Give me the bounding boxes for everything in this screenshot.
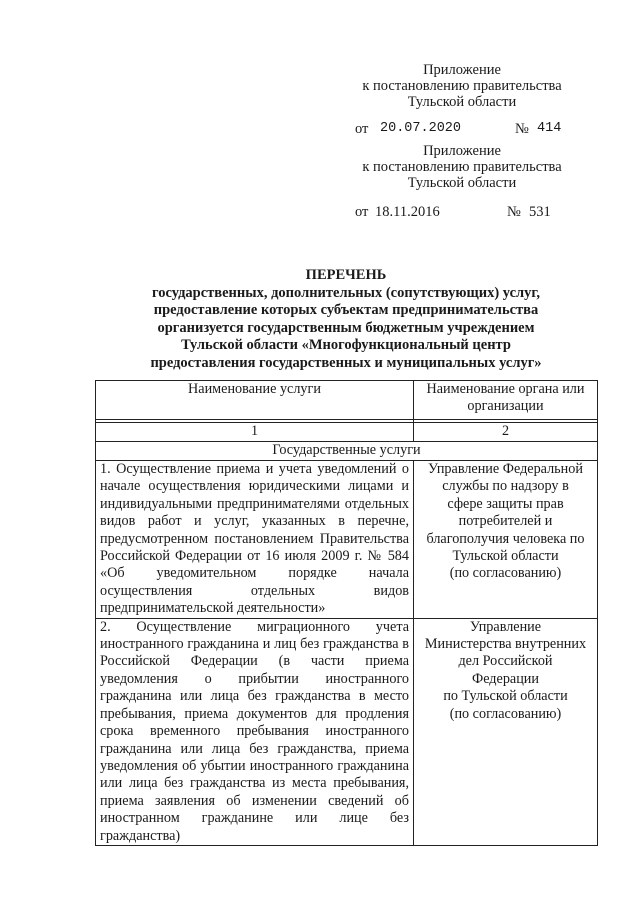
organization-cell — [414, 618, 598, 845]
organization-cell — [414, 461, 598, 619]
document-title — [96, 267, 596, 372]
organization-line: дел Российской — [458, 653, 553, 670]
appendix-line: к постановлению правительства — [362, 78, 562, 94]
appendix-line: Тульской области — [407, 94, 517, 110]
organization-line: потребителей и — [458, 513, 553, 530]
organization-line: Тульской области — [452, 548, 559, 565]
dateline-prefix: от — [355, 121, 369, 137]
resolution-date: 20.07.2020 — [380, 121, 462, 136]
resolution-number: 414 — [537, 121, 562, 136]
title-line: Тульской области «Многофункциональный центр — [181, 337, 511, 353]
appendix-line: к постановлению правительства — [362, 159, 562, 175]
service-cell: 1. Осуществление приема и учета уведомлений о начале осуществления юридическими лицами и индивидуальными предпринимателями отдельных видов работ и услуг, указанных в перечне, предусмотренном постановлением Правительства Российской Федерации от 16 июля 2009 г. № 584 «Об уведомительном порядке начала осуществления отдельных видов предпринимательской деятельности» — [96, 461, 414, 619]
organization-line: (по согласованию) — [449, 565, 562, 582]
organization-line: сфере защиты прав — [447, 495, 564, 512]
resolution-date: 18.11.2016 — [375, 204, 440, 220]
organization-line: Министерства внутренних — [424, 636, 587, 653]
section-title: Государственные услуги — [96, 442, 598, 461]
header-organization: Наименование органа или организации — [414, 381, 598, 420]
title-line: предоставление которых субъектам предпринимательства — [153, 302, 539, 318]
title-line: организуется государственным бюджетным учреждением — [157, 319, 535, 336]
service-cell: 2. Осуществление миграционного учета иностранного гражданина и лиц без гражданства в Российской Федерации (в части приема уведомления о прибытии иностранного гражданина или лица без гражданства в место пребывания, приема документов для продления срока временного пребывания иностранного гражданина или лица без гражданства, приема уведомления об убытии иностранного гражданина или лица без гражданства из места пребывания, приема заявления об изменении сведений об иностранном гражданине или лице без гражданства) — [96, 618, 414, 845]
number-sign: № — [515, 121, 529, 137]
appendix-header-old — [352, 143, 572, 191]
column-number-row — [96, 423, 598, 442]
organization-line: службы по надзору в — [442, 478, 569, 495]
header-service: Наименование услуги — [96, 381, 414, 420]
organization-line: по Тульской области — [443, 688, 568, 705]
appendix-header-new — [352, 62, 572, 110]
number-sign: № — [507, 204, 521, 220]
organization-line: (по согласованию) — [449, 705, 562, 722]
table-row — [96, 461, 598, 619]
appendix-line: Приложение — [423, 143, 501, 159]
column-number: 2 — [414, 423, 598, 442]
column-number: 1 — [96, 423, 414, 442]
section-row — [96, 442, 598, 461]
organization-line: Управление Федеральной — [428, 461, 583, 477]
organization-line: Федерации — [471, 670, 539, 687]
resolution-number: 531 — [529, 204, 551, 220]
dateline-prefix: от — [355, 204, 369, 220]
table-header-row — [96, 381, 598, 420]
title-line: предоставления государственных и муниципальных услуг» — [150, 354, 542, 371]
table-row — [96, 618, 598, 845]
title-line: ПЕРЕЧЕНЬ — [305, 267, 387, 283]
services-table — [95, 380, 598, 846]
appendix-line: Приложение — [423, 62, 501, 78]
title-line: государственных, дополнительных (сопутствующих) услуг, — [152, 284, 540, 301]
organization-line: Управление — [469, 618, 542, 635]
organization-line: благополучия человека по — [426, 530, 585, 547]
appendix-line: Тульской области — [407, 175, 517, 191]
